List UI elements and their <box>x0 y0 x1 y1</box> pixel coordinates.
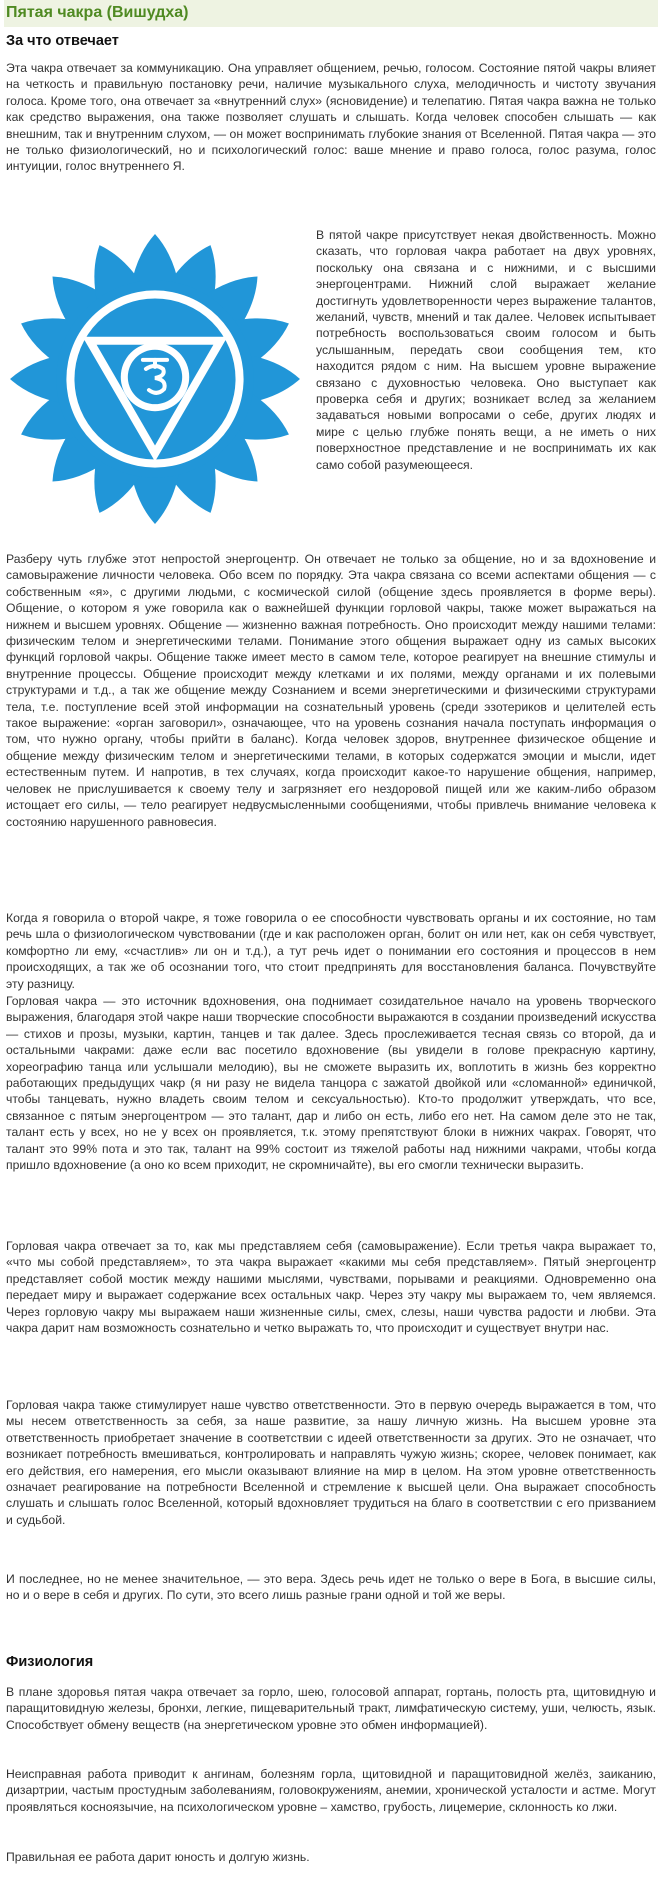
paragraph: Горловая чакра также стимулирует наше чувство ответственности. Это в первую очередь выражается в том, что мы несем ответственность за себя, за наше развитие, за нашу личную жизнь. На высшем уровне эта ответственность приобретает значение в соответствии с идеей ответственности за других. Это не означает, что возникает потребность вмешиваться, контролировать и направлять чужую жизнь; скорее, человек понимает, как его действия, его намерения, его мысли оказывают влияние на мир в целом. На этом уровне ответственность означает реагирование на потребности Вселенной и стремление к высшей цели. Она выражает способность слушать и слышать голос Вселенной, который вдохновляет трудиться на благо в соответствии с его призванием и судьбой. <box>6 1398 656 1527</box>
paragraph: Правильная ее работа дарит юность и долгую жизнь. <box>6 1850 310 1864</box>
section-heading-functions: За что отвечает <box>6 33 119 49</box>
section-heading-physiology: Физиология <box>6 1654 94 1670</box>
paragraph: Когда я говорила о второй чакре, я тоже говорила о ее способности чувствовать органы и их состояние, но там речь шла о физиологическом чувствовании (где и как расположен орган, болит он или нет, как он себя чувствует, комфортно ли ему, «счастлив» ли он и т.д.), а тут речь идет о понимании его состояния и процессов в нем происходящих, а так же об осознании того, что стоит предпринять для восстановления баланса. Почувствуйте эту разницу. <box>6 911 656 991</box>
paragraph: Неисправная работа приводит к ангинам, болезням горла, щитовидной и паращитовидной желёз, заиканию, дизартрии, частым простудным заболеваниям, головокружениям, анемии, хронической усталости и астме. Могут проявляться косноязычие, на психологическом уровне – хамство, грубость, лицемерие, склонность ко лжи. <box>6 1767 656 1814</box>
paragraph: Эта чакра отвечает за коммуникацию. Она управляет общением, речью, голосом. Состояние пятой чакры влияет на четкость и правильную постановку речи, наличие музыкального слуха, мелодичность и чистоту звучания голоса. Кроме того, она отвечает за «внутренний слух» (ясновидение) и телепатию. Пятая чакра важна не только как средство выражения, она также позволяет слушать и слышать. Когда человек способен слышать — как внешним, так и внутренним слухом, — он может воспринимать глубокие знания от Вселенной. Пятая чакра — это не только физиологический, но и психологический голос: ваше мнение и право голоса, голос разума, голос интуиции, голос внутреннего Я. <box>6 61 656 174</box>
paragraph: Горловая чакра отвечает за то, как мы представляем себя (самовыражение). Если третья чакра выражает то, «что мы собой представляем», то эта чакра выражает «какими мы себя представляем». Пятый энергоцентр представляет собой мостик между нашими мыслями, чувствами, порывами и реакциями. Одновременно она передает миру и выражает содержание всех остальных чакр. Через эту чакру мы выражаем то, чем являемся. Через горловую чакру мы выражаем наши жизненные силы, смех, слезы, наши чувства радости и любви. Эта чакра дарит нам возможность сознательно и четко выражать то, что происходит и существует внутри нас. <box>6 1239 656 1336</box>
paragraph: Разберу чуть глубже этот непростой энергоцентр. Он отвечает не только за общение, но и за вдохновение и самовыражение личности человека. Обо всем по порядку. Эта чакра связана со всеми аспектами общения — с собственным «я», с другими людьми, с космической силой (общение здесь проявляется в форме веры). Общение, о котором я уже говорила как о важнейшей функции горловой чакры, также может выражаться на нижнем и высшем уровнях. Общение — жизненно важная потребность. Оно происходит между нашими телами: физическим телом и энергетическими телами. Понимание этого общения выражает одну из самых высоких функций горловой чакры. Общение также имеет место в самом теле, которое реагирует на внешние стимулы и внутренние процессы. Общение происходит между клетками и их полями, между органами и их полевыми структурами и т.д., а так же общение между Сознанием и всеми энергетическими и физическими структурами тела, т.е. поступление всей этой информации на сознательный уровень (среди эзотериков и целителей есть такое выражение: «орган заговорил», означающее, что на уровень сознания начала поступать информация о том, что нужно органу, чтобы прийти в баланс). Когда человек здоров, внутреннее физическое общение и общение между физическим телом и энергетическими телами, в которых содержатся эмоции и мысли, идет естественным путем. И напротив, в тех случаях, когда происходит какое-то нарушение общения, например, человек не прислушивается к своему телу и загрязняет его нездоровой пищей или же каким-либо образом истощает его силы, — тело реагирует недвусмысленными сообщениями, чтобы привлечь внимание человека к состоянию нарушенного равновесия. <box>6 552 656 829</box>
paragraph: Горловая чакра — это источник вдохновения, она поднимает созидательное начало на уровень творческого выражения, благодаря этой чакре наши творческие способности выражаются в создании произведений искусства — стихов и прозы, музыки, картин, танцев и так далее. Здесь прослеживается тесная связь со второй, да и остальными чакрами: даже если вас посетило вдохновение (вы увидели в голове прекрасную картину, хореографию танца или услышали мелодию), вы не сможете выразить их, воплотить в жизнь без корректно работающих предыдущих чакр (я ни разу не видела танцора с зажатой двойкой или «сломанной» единичкой, чтобы танцевать, нужно владеть своим телом и сексуальностью). Кто-то продолжит утверждать, что все, связанное с пятым энергоцентром — это талант, дар и либо он есть, либо его нет. На самом деле это не так, талант есть у всех, но не у всех он проявляется, т.к. этому препятствуют блоки в нижних чакрах. Говорят, что талант это 99% пота и это так, талант на 99% состоит из тяжелой работы над нижними чакрами, чтобы когда пришло вдохновение (а оно ко всем приходит, не скромничайте), вы его смогли технически выразить. <box>6 994 656 1173</box>
vishuddha-chakra-icon <box>4 228 306 530</box>
paragraph: И последнее, но не менее значительное, — это вера. Здесь речь идет не только о вере в Бога, в высшие силы, но и о вере в себя и других. По сути, это всего лишь разные грани одной и той же веры. <box>6 1572 656 1603</box>
paragraph: В пятой чакре присутствует некая двойственность. Можно сказать, что горловая чакра работает на двух уровнях, поскольку она связана и с нижними, и с высшими энергоцентрами. Нижний слой выражает желание достигнуть удовлетворенности через выражение талантов, желаний, чувств, мнений и так далее. Человек испытывает потребность воспользоваться своим голосом и быть услышанным, передать свои сообщения тем, кто находится рядом с ним. На высшем уровне выражение связано с духовностью человека. Оно выступает как проверка себя и других; возникает вслед за желанием задаваться новыми вопросами о себе, других людях и мире с целью глубже понять вещи, а не иметь о них поверхностное представление и не воспринимать их как само собой разумеющееся. <box>316 228 656 472</box>
paragraph: В плане здоровья пятая чакра отвечает за горло, шею, голосовой аппарат, гортань, полость рта, щитовидную и паращитовидную железы, бронхи, легкие, пищеварительный тракт, лимфатическую систему, уши, челюсть, язык. Способствует обмену веществ (на энергетическом уровне это обмен информацией). <box>6 1685 656 1732</box>
page-title: Пятая чакра (Вишудха) <box>4 0 658 27</box>
